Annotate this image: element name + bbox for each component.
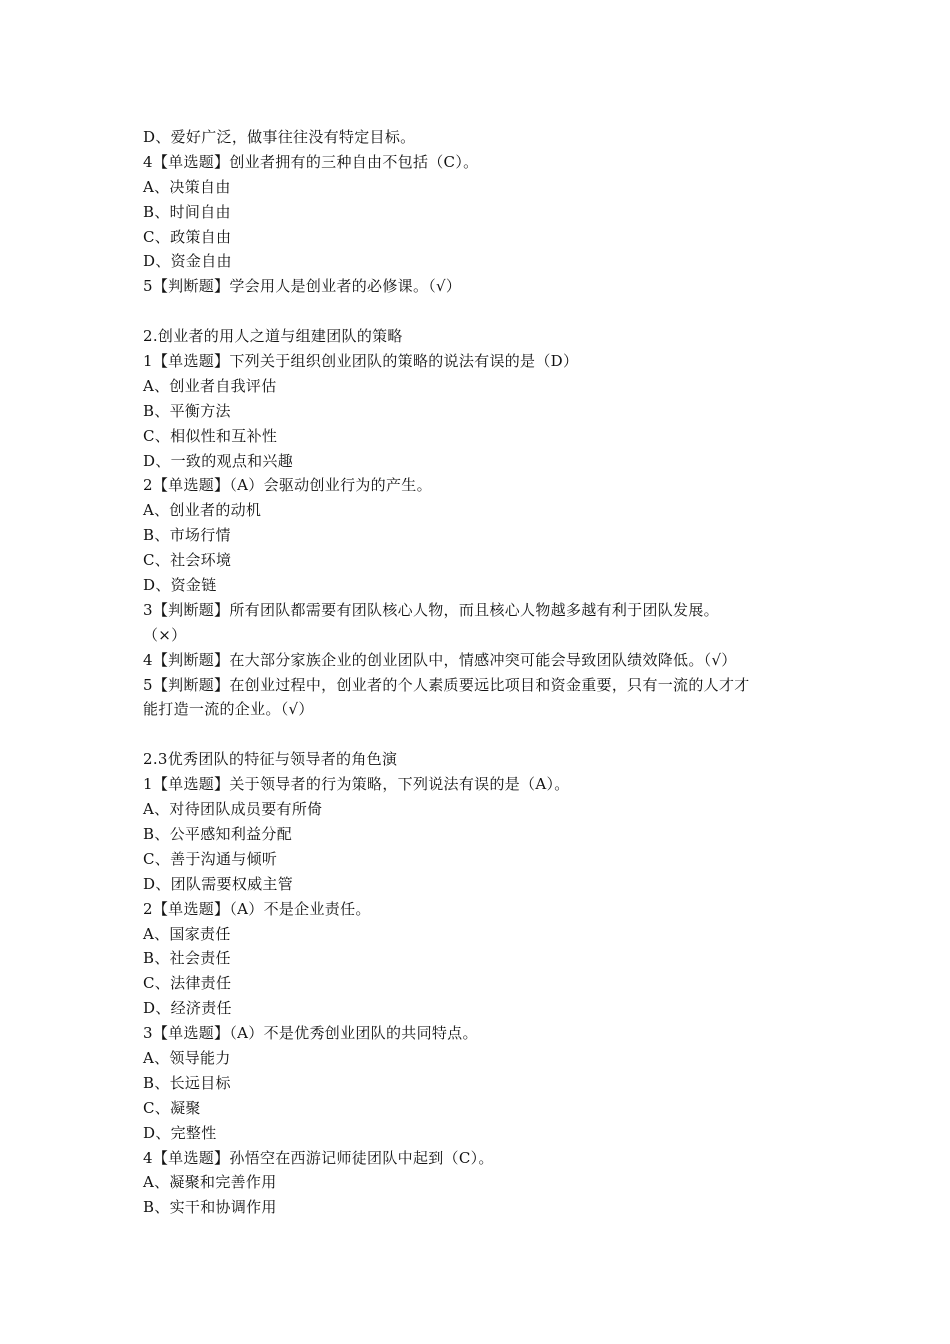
- question-line: 1【单选题】关于领导者的行为策略，下列说法有误的是（A）。: [143, 775, 570, 794]
- option-line: A、创业者的动机: [143, 501, 262, 520]
- option-line: B、市场行情: [143, 526, 231, 545]
- option-line: D、爱好广泛，做事往往没有特定目标。: [143, 128, 416, 146]
- question-line: 1【单选题】下列关于组织创业团队的策略的说法有误的是（D）: [143, 352, 579, 371]
- option-line: D、资金链: [143, 576, 217, 595]
- option-line: C、相似性和互补性: [143, 426, 278, 445]
- option-line: D、经济责任: [143, 999, 232, 1018]
- question-line: 4【单选题】创业者拥有的三种自由不包括（C）。: [143, 152, 479, 171]
- question-line: 5【判断题】在创业过程中，创业者的个人素质要远比项目和资金重要，只有一流的人才才: [143, 675, 750, 694]
- question-line: 2【单选题】（A）不是企业责任。: [143, 899, 371, 918]
- blank-line: [143, 299, 823, 324]
- option-line: A、对待团队成员要有所倚: [143, 800, 323, 819]
- option-line: A、决策自由: [143, 177, 231, 196]
- option-line: C、法律责任: [143, 974, 232, 993]
- question-line: 3【判断题】所有团队都需要有团队核心人物，而且核心人物越多越有利于团队发展。: [143, 600, 719, 619]
- option-line: B、长远目标: [143, 1073, 231, 1092]
- option-line: D、完整性: [143, 1123, 217, 1142]
- option-line: A、创业者自我评估: [143, 376, 277, 395]
- option-line: A、凝聚和完善作用: [143, 1173, 277, 1192]
- option-line: C、社会环境: [143, 551, 232, 570]
- option-line: D、团队需要权威主管: [143, 874, 294, 893]
- option-line: A、领导能力: [143, 1048, 231, 1067]
- option-line: B、社会责任: [143, 949, 231, 968]
- option-line: D、资金自由: [143, 252, 232, 271]
- option-line: B、公平感知利益分配: [143, 824, 293, 843]
- option-line: B、时间自由: [143, 202, 231, 221]
- option-line: C、政策自由: [143, 227, 232, 246]
- answer-line: 能打造一流的企业。（√）: [143, 700, 314, 719]
- question-line: 4【判断题】在大部分家族企业的创业团队中，情感冲突可能会导致团队绩效降低。（√）: [143, 650, 737, 669]
- section-heading: 2.创业者的用人之道与组建团队的策略: [143, 327, 403, 346]
- blank-line: [143, 722, 823, 747]
- question-line: 4【单选题】孙悟空在西游记师徒团队中起到（C）。: [143, 1148, 494, 1167]
- question-line: 2【单选题】（A）会驱动创业行为的产生。: [143, 476, 432, 495]
- option-line: D、一致的观点和兴趣: [143, 451, 294, 470]
- option-line: B、平衡方法: [143, 401, 231, 420]
- option-line: B、实干和协调作用: [143, 1198, 277, 1217]
- answer-line: （×）: [143, 625, 187, 644]
- option-line: A、国家责任: [143, 924, 231, 943]
- option-line: C、善于沟通与倾听: [143, 849, 278, 868]
- option-line: C、凝聚: [143, 1098, 201, 1117]
- question-line: 3【单选题】（A）不是优秀创业团队的共同特点。: [143, 1024, 478, 1043]
- question-line: 5【判断题】学会用人是创业者的必修课。（√）: [143, 277, 462, 296]
- document-body: [143, 125, 823, 1220]
- section-heading: 2.3优秀团队的特征与领导者的角色演: [143, 750, 398, 769]
